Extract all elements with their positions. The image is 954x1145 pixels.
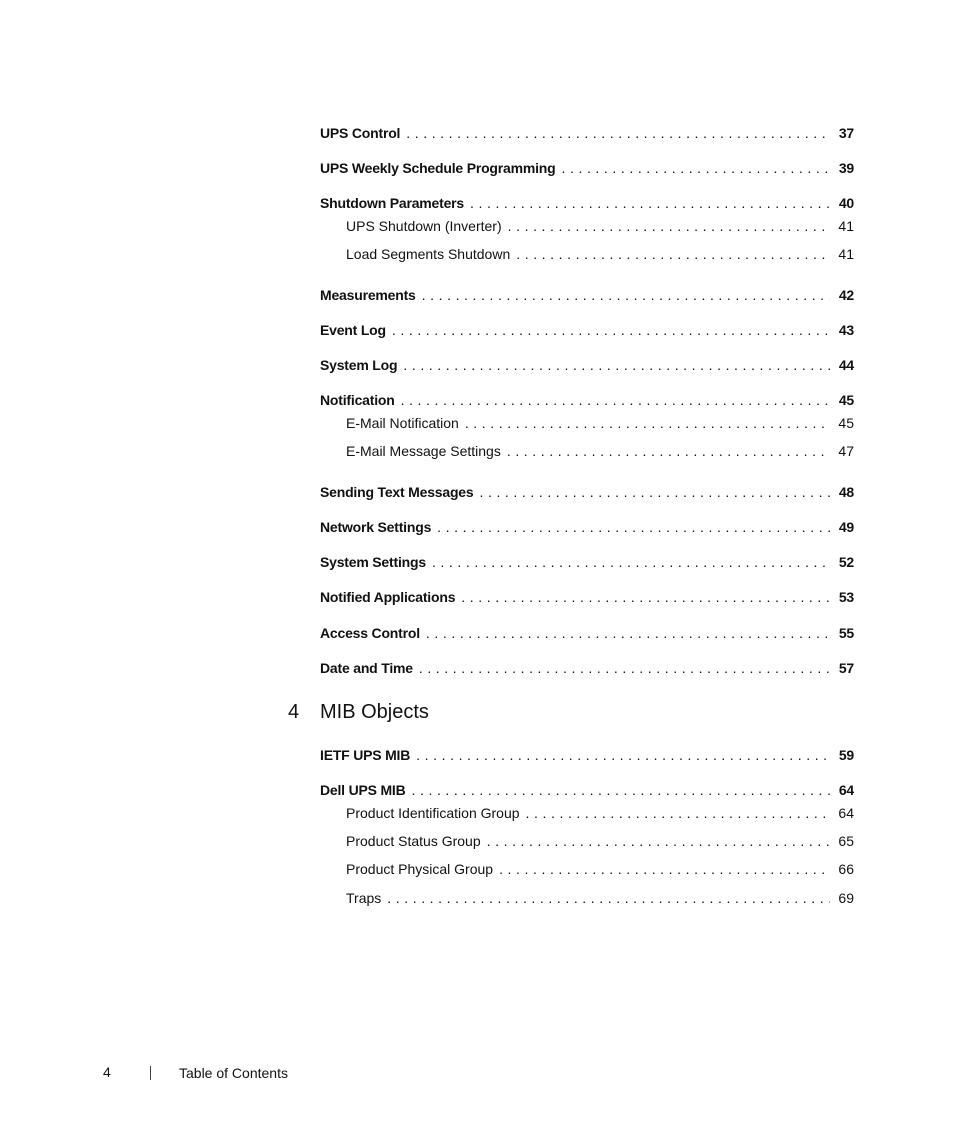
dot-leader	[422, 286, 830, 304]
toc-entry-page: 59	[838, 747, 854, 763]
toc-entry-title: Sending Text Messages	[320, 484, 474, 500]
toc-entry-title: Network Settings	[320, 519, 432, 535]
toc-subentry[interactable]	[346, 414, 854, 432]
toc-entry-page: 65	[838, 833, 854, 849]
toc-entry-page: 41	[838, 246, 854, 262]
toc-entry-page: 47	[838, 443, 854, 459]
footer-divider	[150, 1066, 151, 1080]
toc-entry-title: Load Segments Shutdown	[346, 246, 511, 262]
toc-entry-page: 53	[838, 589, 854, 605]
dot-leader	[465, 414, 830, 432]
toc-entry-page: 44	[838, 357, 854, 373]
toc-entry[interactable]	[320, 624, 854, 642]
dot-leader	[406, 124, 830, 142]
toc-entry-page: 48	[838, 484, 854, 500]
dot-leader	[401, 391, 830, 409]
toc-entry-title: System Log	[320, 357, 398, 373]
dot-leader	[470, 194, 830, 212]
toc-entry[interactable]	[320, 518, 854, 536]
toc-entry[interactable]	[320, 356, 854, 374]
toc-entry-page: 37	[838, 125, 854, 141]
toc-entry-title: Shutdown Parameters	[320, 195, 465, 211]
toc-entry-page: 69	[838, 890, 854, 906]
toc-entry-page: 64	[838, 805, 854, 821]
toc-entry-page: 66	[838, 861, 854, 877]
toc-subentry[interactable]	[346, 832, 854, 850]
toc-entry-page: 45	[838, 392, 854, 408]
toc-subentry[interactable]	[346, 860, 854, 878]
toc-entry[interactable]	[320, 588, 854, 606]
chapter-number: 4	[288, 701, 300, 723]
dot-leader	[426, 624, 830, 642]
toc-entry-title: Traps	[346, 890, 382, 906]
dot-leader	[419, 659, 830, 677]
toc-entry-page: 39	[838, 160, 854, 176]
dot-leader	[437, 518, 830, 536]
toc-entry-title: Notification	[320, 392, 395, 408]
dot-leader	[387, 889, 830, 907]
toc-entry[interactable]	[320, 321, 854, 339]
toc-entry-title: Notified Applications	[320, 589, 456, 605]
toc-entry-title: UPS Control	[320, 125, 401, 141]
chapter-title: MIB Objects	[320, 701, 429, 723]
toc-entry[interactable]	[320, 124, 854, 142]
toc-entry-title: E-Mail Notification	[346, 415, 459, 431]
toc-entry-title: UPS Shutdown (Inverter)	[346, 218, 502, 234]
toc-subentry[interactable]	[346, 442, 854, 460]
toc-entry[interactable]	[320, 391, 854, 409]
dot-leader	[392, 321, 830, 339]
dot-leader	[507, 442, 830, 460]
toc-subentry[interactable]	[346, 889, 854, 907]
toc-entry-title: Product Status Group	[346, 833, 481, 849]
toc-entry-page: 41	[838, 218, 854, 234]
toc-entry-page: 42	[838, 287, 854, 303]
toc-entry-title: System Settings	[320, 554, 426, 570]
toc-subentry[interactable]	[346, 217, 854, 235]
dot-leader	[432, 553, 830, 571]
toc-entry-page: 64	[838, 782, 854, 798]
toc-entry-title: Access Control	[320, 625, 420, 641]
toc-entry-title: Event Log	[320, 322, 386, 338]
dot-leader	[526, 804, 830, 822]
dot-leader	[487, 832, 830, 850]
dot-leader	[416, 746, 830, 764]
dot-leader	[479, 483, 830, 501]
toc-subentry[interactable]	[346, 804, 854, 822]
toc-entry-title: E-Mail Message Settings	[346, 443, 501, 459]
footer-section-title: Table of Contents	[179, 1065, 288, 1081]
toc-entry-title: Measurements	[320, 287, 416, 303]
dot-leader	[499, 860, 830, 878]
toc-entry-title: Dell UPS MIB	[320, 782, 406, 798]
dot-leader	[508, 217, 830, 235]
toc-entry-page: 49	[838, 519, 854, 535]
toc-subentry[interactable]	[346, 245, 854, 263]
dot-leader	[562, 159, 830, 177]
toc-entry[interactable]	[320, 781, 854, 799]
toc-entry-title: IETF UPS MIB	[320, 747, 411, 763]
toc-entry-title: Date and Time	[320, 660, 413, 676]
dot-leader	[516, 245, 830, 263]
footer-page-number: 4	[103, 1064, 111, 1080]
toc-entry[interactable]	[320, 483, 854, 501]
toc-entry-title: Product Identification Group	[346, 805, 520, 821]
toc-entry-page: 45	[838, 415, 854, 431]
dot-leader	[412, 781, 830, 799]
toc-entry[interactable]	[320, 746, 854, 764]
toc-entry-title: Product Physical Group	[346, 861, 494, 877]
toc-entry-title: UPS Weekly Schedule Programming	[320, 160, 556, 176]
toc-entry-page: 40	[838, 195, 854, 211]
toc-entry-page: 55	[838, 625, 854, 641]
toc-entry[interactable]	[320, 553, 854, 571]
toc-entry[interactable]	[320, 659, 854, 677]
toc-entry[interactable]	[320, 159, 854, 177]
dot-leader	[403, 356, 830, 374]
toc-entry[interactable]	[320, 194, 854, 212]
toc-entry[interactable]	[320, 286, 854, 304]
toc-entry-page: 52	[838, 554, 854, 570]
dot-leader	[461, 588, 830, 606]
toc-entry-page: 57	[838, 660, 854, 676]
toc-entry-page: 43	[838, 322, 854, 338]
